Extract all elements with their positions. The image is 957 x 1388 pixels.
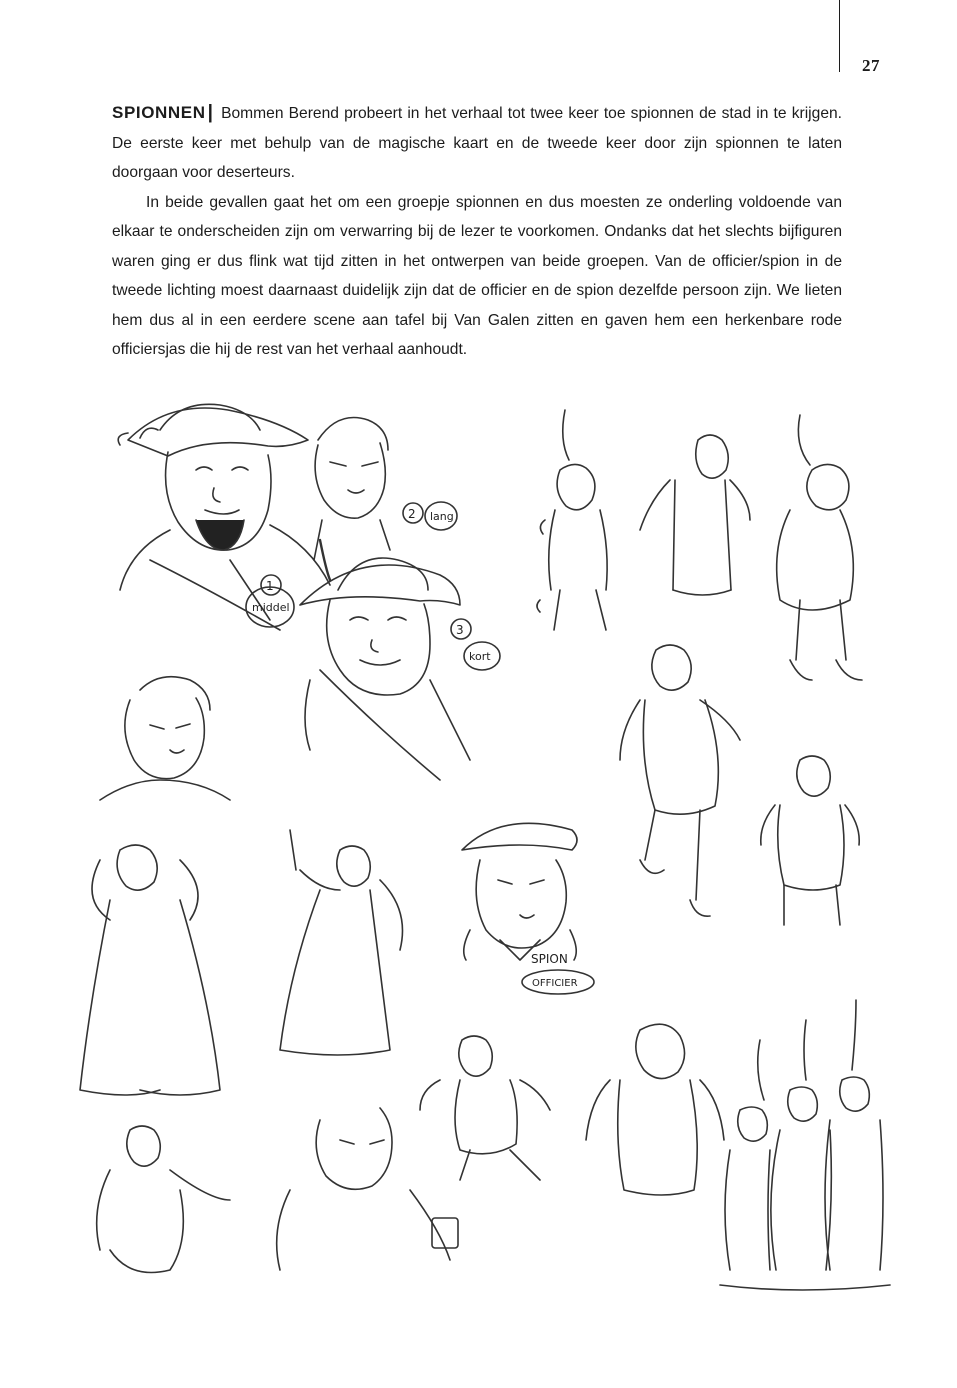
sketch-hat-man-bust — [118, 404, 330, 630]
label-number-1: 1 — [266, 579, 274, 593]
sketch-stern-man — [586, 1024, 724, 1195]
sketch-coat-man-hands-up — [80, 845, 220, 1095]
sketch-running-man — [420, 1036, 550, 1180]
sketch-spion-officier — [462, 823, 577, 960]
page-number: 27 — [862, 56, 880, 75]
sketch-drink-man — [277, 1108, 458, 1270]
paragraph-2: In beide gevallen gaat het om een groepje spionnen en dus moesten ze onderling voldoende van elkaar te onderscheiden zijn om verwarring bij de lezer te voorkomen. Ondanks dat het slechts bijfiguren waren ging er dus flink wat tijd zitten in het ontwerpen van beide groepen. Van de officier/spion in de tweede lichting moest daarnaast duidelijk zijn dat de officier en de spion dezelfde persoon zijn. We lieten hem dus al in een eerdere scene aan tafel bij Van Galen zitten en gaven hem een herkenbare rode officiersjas die hij de rest van het verhaal aanhoudt. — [112, 193, 842, 358]
label-officier: OFFICIER — [532, 978, 578, 989]
sketch-label-spion — [522, 952, 594, 994]
sketch-sash-man — [97, 1126, 230, 1273]
sketch-cap-bust-left — [100, 677, 230, 800]
label-word-middel: middel — [252, 601, 290, 614]
sketch-pointing-man — [280, 830, 403, 1055]
label-spion: SPION — [531, 952, 568, 966]
label-word-kort: kort — [469, 650, 491, 663]
paragraph-1-text: Bommen Berend probeert in het verhaal tot twee keer toe spionnen de stad in te krijgen. De eerste keer met behulp van de magische kaart en de tweede keer door zijn spionnen te laten doorgaan voor deserteurs. — [112, 105, 842, 181]
heading-separator: | — [207, 102, 213, 123]
sketch-label-3 — [451, 619, 500, 670]
label-number-2: 2 — [408, 507, 416, 521]
sketch-vest-man-walking — [640, 435, 750, 595]
sketch-hanging-man-1 — [537, 410, 607, 630]
section-heading: SPIONNEN — [112, 103, 206, 122]
label-number-3: 3 — [456, 623, 464, 637]
sketch-three-hanging-spies — [720, 1000, 890, 1290]
sketch-cap-man-bust — [314, 418, 390, 581]
sketch-dancing-man — [620, 645, 740, 916]
sketch-label-2 — [403, 502, 457, 530]
sketch-round-hat-man — [300, 558, 470, 780]
sketch-fat-hanging-man — [777, 415, 862, 680]
sketch-chubby-man-standing — [761, 756, 859, 925]
label-word-lang: lang — [430, 510, 454, 523]
